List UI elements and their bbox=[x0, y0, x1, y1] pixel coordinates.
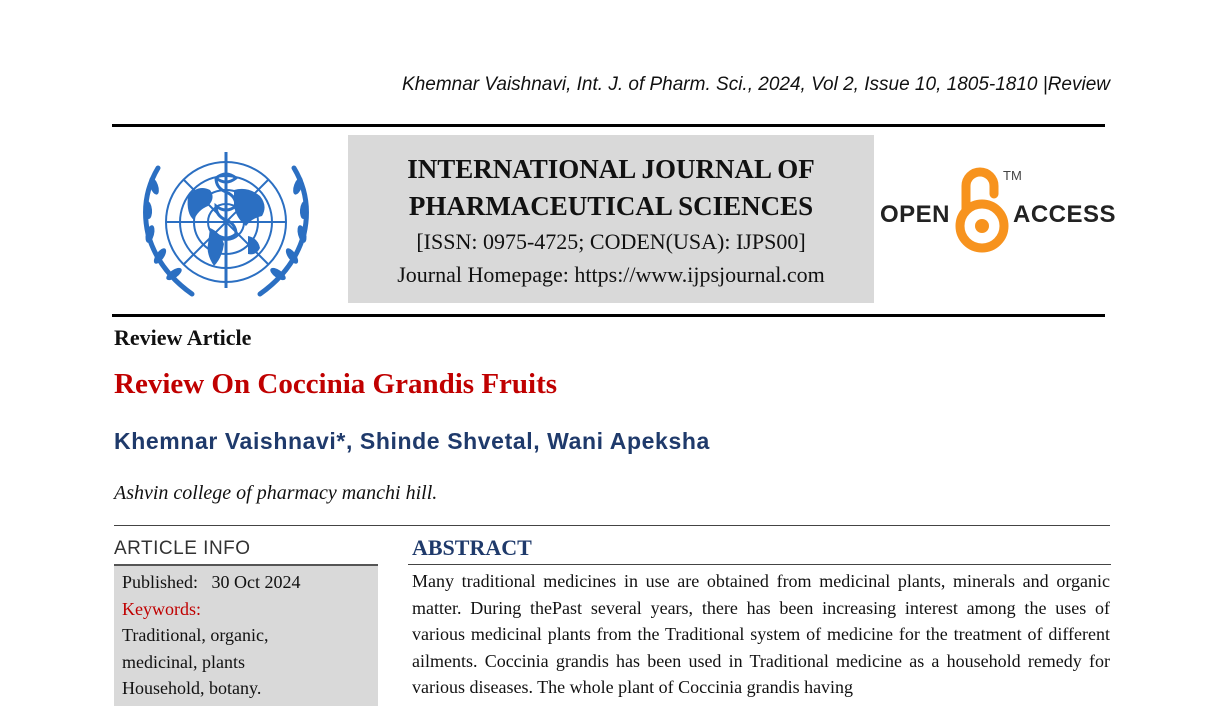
published-date: 30 Oct 2024 bbox=[211, 572, 301, 592]
header-top-rule bbox=[112, 124, 1105, 127]
article-info-box bbox=[114, 566, 378, 706]
journal-title-line-2: PHARMACEUTICAL SCIENCES bbox=[408, 191, 814, 221]
open-access-word-access: ACCESS bbox=[1013, 201, 1117, 228]
journal-title-line-1: INTERNATIONAL JOURNAL OF bbox=[407, 154, 815, 184]
published-line bbox=[122, 569, 370, 596]
trademark-mark: TM bbox=[1003, 168, 1022, 183]
journal-issn: [ISSN: 0975-4725; CODEN(USA): IJPS00] bbox=[416, 229, 806, 254]
keywords-line-3: Household, botany. bbox=[122, 678, 262, 698]
open-access-logo bbox=[880, 164, 1117, 254]
open-access-lock-icon bbox=[954, 166, 1010, 254]
abstract-rule bbox=[408, 564, 1111, 565]
header-bottom-rule bbox=[112, 314, 1105, 317]
keywords-label: Keywords: bbox=[122, 598, 201, 619]
article-title: Review On Coccinia Grandis Fruits bbox=[114, 368, 558, 400]
author-affiliation: Ashvin college of pharmacy manchi hill. bbox=[114, 482, 438, 504]
journal-emblem-logo bbox=[128, 138, 324, 306]
author-list: Khemnar Vaishnavi*, Shinde Shvetal, Wani Apeksha bbox=[114, 428, 710, 454]
abstract-heading: ABSTRACT bbox=[412, 535, 532, 560]
keywords-line-1: Traditional, organic, bbox=[122, 625, 269, 645]
running-header: Khemnar Vaishnavi, Int. J. of Pharm. Sci., 2024, Vol 2, Issue 10, 1805-1810 |Review bbox=[402, 74, 1110, 95]
journal-info-box bbox=[348, 135, 874, 303]
open-access-word-open: OPEN bbox=[880, 201, 951, 228]
journal-homepage: Journal Homepage: https://www.ijpsjournal.com bbox=[397, 262, 825, 287]
article-info-heading: ARTICLE INFO bbox=[114, 538, 251, 559]
section-divider bbox=[114, 525, 1110, 526]
published-label: Published: bbox=[122, 572, 199, 592]
keywords-line-2: medicinal, plants bbox=[122, 651, 245, 672]
article-type: Review Article bbox=[114, 325, 252, 350]
abstract-text: Many traditional medicines in use are obtained from medicinal plants, minerals and organic matter. During thePast several years, there has been increasing interest among the uses of various medicinal plants from the Traditional system of medicine for the treatment of different ailments. Coccinia grandis has been used in Traditional medicine as a household remedy for various diseases. The whole plant of Coccinia grandis having bbox=[412, 571, 1110, 697]
